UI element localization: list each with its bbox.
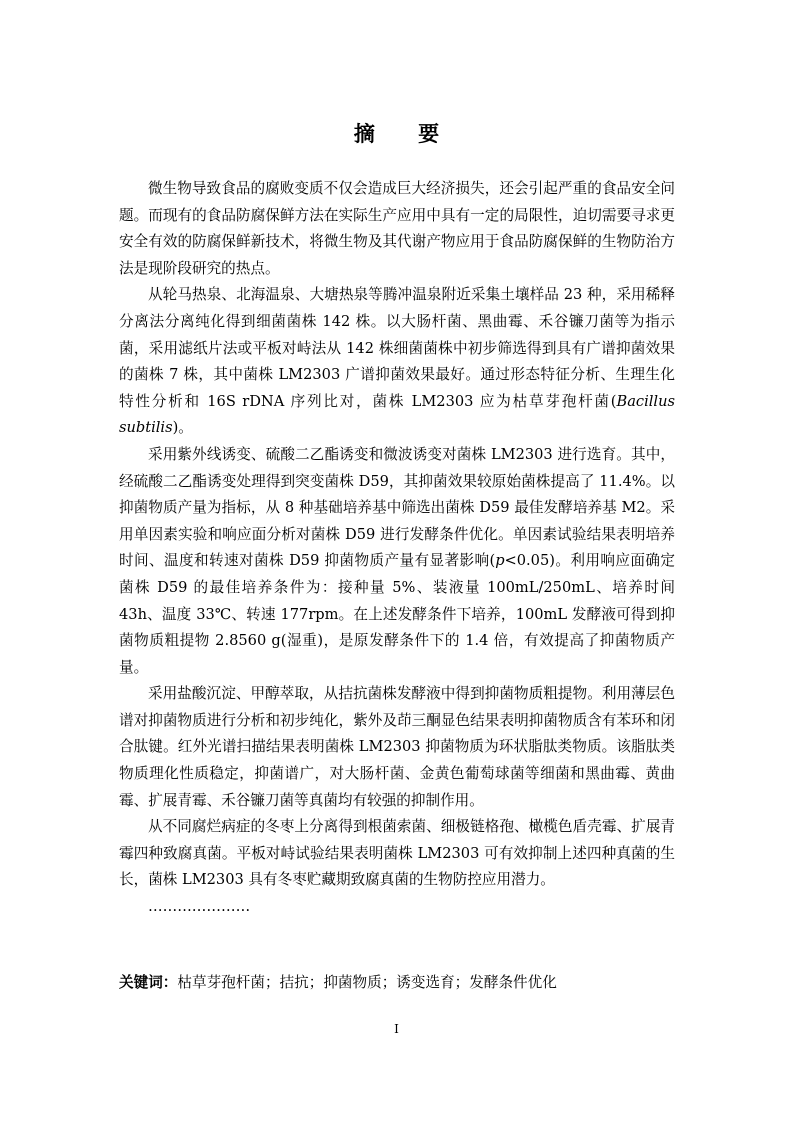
abstract-paragraph xyxy=(119,814,675,894)
italic-term: p xyxy=(495,552,505,570)
ellipsis-line: ………………… xyxy=(148,898,251,916)
paragraph-text: <0.05)。利用响应面确定菌株 D59 的最佳培养条件为：接种量 5%、装液量 100mL/250mL、培养时间 43h、温度 33℃、转速 177rpm。在上述发酵条件下培养，100mL 发酵液可得到抑菌物质粗提物 2.8560 g(湿重)，是原发酵条件下的 1.4 倍，有效提高了抑菌物质产量。 xyxy=(119,552,675,676)
page-title: 摘 要 xyxy=(353,122,458,146)
paragraph-text: 从不同腐烂病症的冬枣上分离得到根菌索菌、细极链格孢、橄榄色盾壳霉、扩展青霉四种致腐真菌。平板对峙试验结果表明菌株 LM2303 可有效抑制上述四种真菌的生长，菌株 LM2303 具有冬枣贮藏期致腐真菌的生物防控应用潜力。 xyxy=(119,818,675,889)
abstract-paragraph xyxy=(119,681,675,814)
abstract-paragraph xyxy=(119,282,675,442)
paragraph-text: 从轮马热泉、北海温泉、大塘热泉等腾冲温泉附近采集土壤样品 23 种，采用稀释分离法分离纯化得到细菌菌株 142 株。以大肠杆菌、黑曲霉、禾谷镰刀菌等为指示菌，采用滤纸片法或平板对峙法从 142 株细菌菌株中初步筛选得到具有广谱抑菌效果的菌株 7 株，其中菌株 LM2303 广谱抑菌效果最好。通过形态特征分析、生理生化特性分析和 16S rDNA 序列比对，菌株 LM2303 应为枯草芽孢杆菌( xyxy=(119,286,675,410)
abstract-paragraph xyxy=(119,442,675,681)
paragraph-text: )。 xyxy=(172,419,193,437)
abstract-body xyxy=(119,176,675,921)
paragraph-text: 采用紫外线诱变、硫酸二乙酯诱变和微波诱变对菌株 LM2303 进行选育。其中，经硫酸二乙酯诱变处理得到突变菌株 D59，其抑菌效果较原始菌株提高了 11.4%。以抑菌物质产量为指标，从 8 种基础培养基中筛选出菌株 D59 最佳发酵培养基 M2。采用单因素实验和响应面分析对菌株 D59 进行发酵条件优化。单因素试验结果表明培养时间、温度和转速对菌株 D59 抑菌物质产量有显著影响( xyxy=(119,445,675,570)
keywords-label: 关键词： xyxy=(119,974,178,991)
keywords-line xyxy=(119,970,679,996)
page-number: I xyxy=(394,1022,399,1036)
paragraph-text: 微生物导致食品的腐败变质不仅会造成巨大经济损失，还会引起严重的食品安全问题。而现有的食品防腐保鲜方法在实际生产应用中具有一定的局限性，迫切需要寻求更安全有效的防腐保鲜新技术，将微生物及其代谢产物应用于食品防腐保鲜的生物防治方法是现阶段研究的热点。 xyxy=(119,180,675,277)
italic-term: Bacillus subtilis xyxy=(119,392,675,437)
keywords-value: 枯草芽孢杆菌；拮抗；抑菌物质；诱变选育；发酵条件优化 xyxy=(177,974,557,991)
paragraph-list xyxy=(119,176,675,894)
abstract-paragraph xyxy=(119,176,675,282)
paragraph-text: 采用盐酸沉淀、甲醇萃取，从拮抗菌株发酵液中得到抑菌物质粗提物。利用薄层色谱对抑菌物质进行分析和初步纯化，紫外及茚三酮显色结果表明抑菌物质含有苯环和闭合肽键。红外光谱扫描结果表明菌株 LM2303 抑菌物质为环状脂肽类物质。该脂肽类物质理化性质稳定，抑菌谱广，对大肠杆菌、金黄色葡萄球菌等细菌和黑曲霉、黄曲霉、扩展青霉、禾谷镰刀菌等真菌均有较强的抑制作用。 xyxy=(119,685,675,809)
